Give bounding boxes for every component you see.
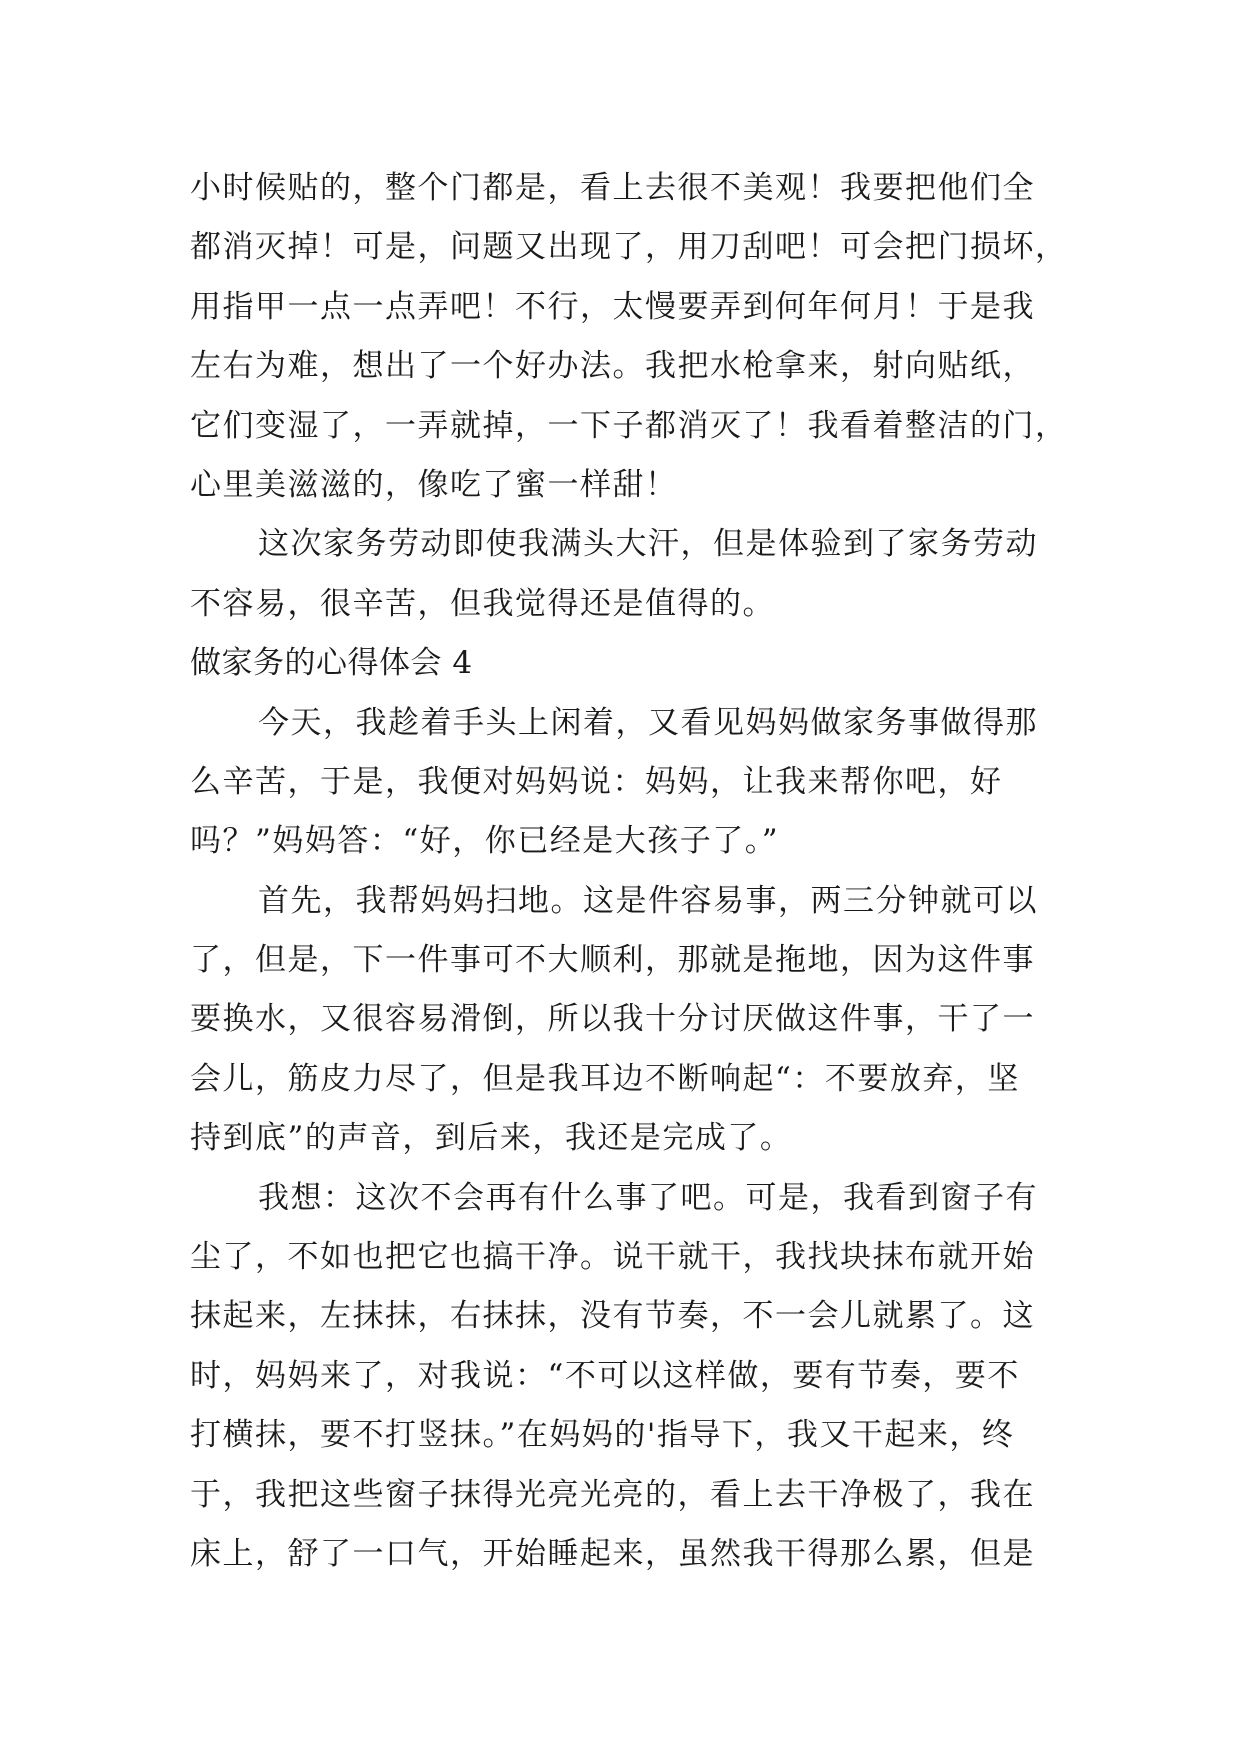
- text-line: 了，但是，下一件事可不大顺利，那就是拖地，因为这件事: [190, 942, 1035, 979]
- text-line: 吗？”妈妈答：“好，你已经是大孩子了。”: [190, 823, 780, 860]
- text-line: 不容易，很辛苦，但我觉得还是值得的。: [190, 585, 775, 622]
- text-line: 床上，舒了一口气，开始睡起来，虽然我干得那么累，但是: [190, 1535, 1035, 1572]
- text-line: 它们变湿了，一弄就掉，一下子都消灭了！我看着整洁的门，: [190, 407, 1068, 444]
- text-line: 要换水，又很容易滑倒，所以我十分讨厌做这件事，干了一: [190, 1001, 1035, 1038]
- text-line: 用指甲一点一点弄吧！不行，太慢要弄到何年何月！于是我: [190, 288, 1035, 325]
- text-line: 尘了，不如也把它也搞干净。说干就干，我找块抹布就开始: [190, 1239, 1035, 1276]
- text-line: 持到底”的声音，到后来，我还是完成了。: [190, 1120, 793, 1157]
- paragraph-first-line: 我想：这次不会再有什么事了吧。可是，我看到窗子有: [258, 1179, 1038, 1216]
- text-line: 小时候贴的，整个门都是，看上去很不美观！我要把他们全: [190, 170, 1035, 206]
- text-line: 抹起来，左抹抹，右抹抹，没有节奏，不一会儿就累了。这: [190, 1298, 1035, 1335]
- text-line: 么辛苦，于是，我便对妈妈说：妈妈，让我来帮你吧，好: [190, 763, 1003, 800]
- text-line: 于，我把这些窗子抹得光亮光亮的，看上去干净极了，我在: [190, 1476, 1035, 1513]
- text-line: 打横抹，要不打竖抹。”在妈妈的'指导下，我又干起来，终: [190, 1417, 1015, 1454]
- text-line: 时，妈妈来了，对我说：“不可以这样做，要有节奏，要不: [190, 1357, 1020, 1394]
- text-line: 左右为难，想出了一个好办法。我把水枪拿来，射向贴纸，: [190, 348, 1035, 385]
- text-line: 都消灭掉！可是，问题又出现了，用刀刮吧！可会把门损坏，: [190, 229, 1068, 266]
- text-line: 心里美滋滋的，像吃了蜜一样甜！: [190, 466, 678, 503]
- paragraph-first-line: 首先，我帮妈妈扫地。这是件容易事，两三分钟就可以: [258, 882, 1038, 919]
- document-body: [190, 159, 1070, 1584]
- paragraph-first-line: 这次家务劳动即使我满头大汗，但是体验到了家务劳动: [258, 526, 1038, 563]
- paragraph-first-line: 今天，我趁着手头上闲着，又看见妈妈做家务事做得那: [258, 704, 1038, 741]
- text-line: 会儿，筋皮力尽了，但是我耳边不断响起“：不要放弃，坚: [190, 1060, 1020, 1097]
- section-heading: 做家务的心得体会 4: [190, 645, 473, 682]
